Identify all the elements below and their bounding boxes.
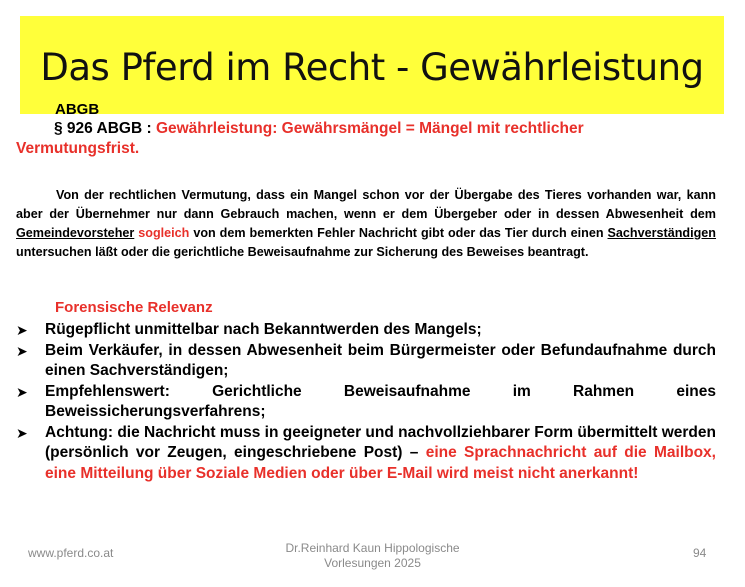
term-gemeindevorsteher: Gemeindevorsteher xyxy=(16,226,135,240)
term-sachverstaendigen: Sachverständigen xyxy=(607,226,717,240)
footer-author xyxy=(260,541,485,571)
footer-author-line1: Dr.Reinhard Kaun Hippologische xyxy=(285,541,460,555)
bullet-text: Rügepflicht unmittelbar nach Bekanntwerden des Mangels; xyxy=(45,321,482,338)
footer-website: www.pferd.co.at xyxy=(28,546,114,560)
legal-text-paragraph xyxy=(16,186,716,262)
page-number: 94 xyxy=(693,546,707,560)
arrowhead-bullet-icon: ➤ xyxy=(16,322,28,338)
law-label: ABGB xyxy=(55,101,100,118)
section-title-line2: Vermutungsfrist. xyxy=(16,140,140,157)
forensic-bullet-list xyxy=(16,320,716,484)
bullet-item xyxy=(16,423,716,485)
section-ref: § 926 ABGB : xyxy=(54,120,152,137)
bullet-item xyxy=(16,382,716,423)
bullet-text: Achtung: die Nachricht muss in geeigneter und nachvollziehbarer Form übermittelt werden (persönlich vor Zeugen, eingeschriebene Post) – xyxy=(45,423,716,461)
arrowhead-bullet-icon: ➤ xyxy=(16,383,28,400)
bullet-warning-text: eine Sprachnachricht auf die Mailbox, eine Mitteilung über Soziale Medien oder über E-Mail wird meist nicht anerkannt! xyxy=(45,444,716,482)
forensic-heading: Forensische Relevanz xyxy=(55,299,213,316)
section-title-line1: Gewährleistung: Gewährsmängel = Mängel mit rechtlicher xyxy=(155,120,584,137)
legal-text-part1: Von der rechtlichen Vermutung, dass ein Mangel schon vor der Übergabe des Tieres vorhanden war, kann aber der Übernehmer nur dann Gebrauch machen, wenn er dem Übergeber oder in dessen Abwesenheit dem xyxy=(16,188,716,221)
section-heading xyxy=(16,119,716,159)
bullet-text: Beim Verkäufer, in dessen Abwesenheit beim Bürgermeister oder Befundaufnahme durch einen Sachverständigen; xyxy=(45,341,716,379)
arrowhead-bullet-icon: ➤ xyxy=(16,342,28,359)
bullet-item xyxy=(16,341,716,382)
bullet-item xyxy=(16,320,716,341)
footer-author-line2: Vorlesungen 2025 xyxy=(324,556,421,570)
slide-title: Das Pferd im Recht - Gewährleistung xyxy=(40,46,704,89)
term-sogleich: sogleich xyxy=(138,226,190,240)
bullet-text: Empfehlenswert: Gerichtliche Beweisaufnahme im Rahmen eines Beweissicherungsverfahrens; xyxy=(45,382,716,420)
legal-text-part2: von dem bemerkten Fehler Nachricht gibt oder das Tier durch einen xyxy=(189,226,608,240)
legal-text-part3: untersuchen läßt oder die gerichtliche Beweisaufnahme zur Sicherung des Beweises beantragt. xyxy=(16,245,589,259)
arrowhead-bullet-icon: ➤ xyxy=(16,424,28,441)
